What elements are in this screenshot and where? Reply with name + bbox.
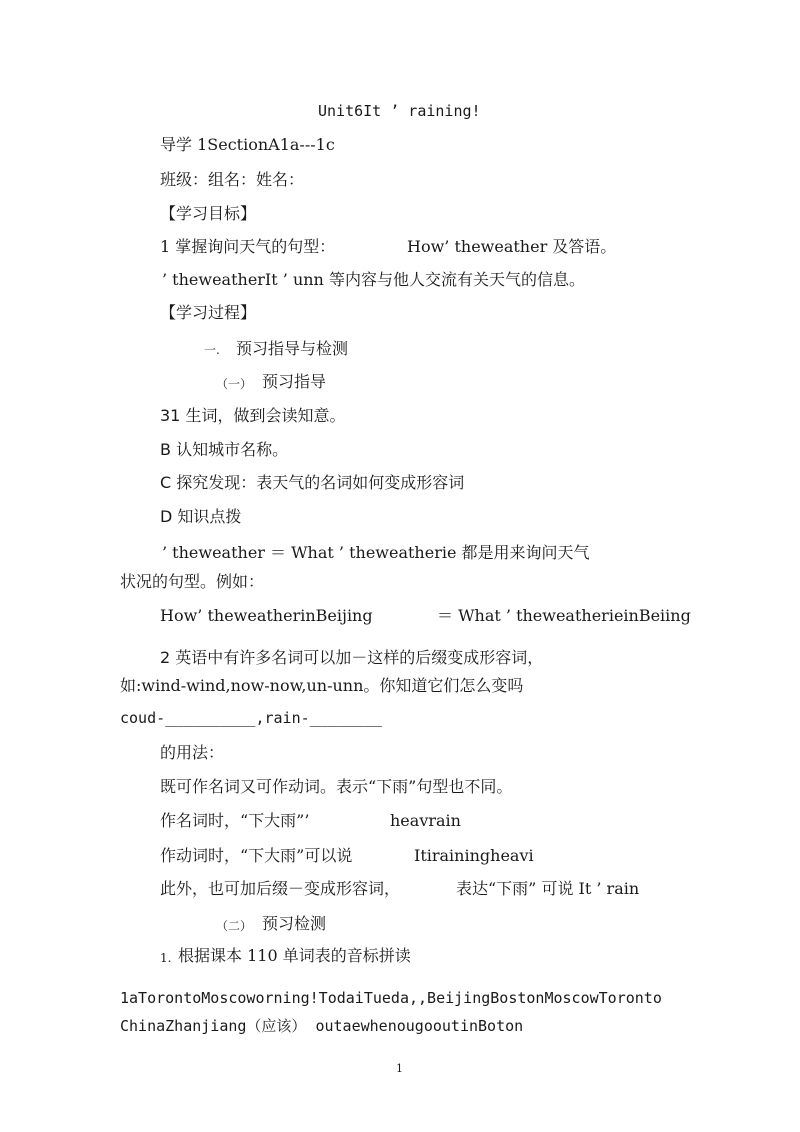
line-learning-goals-heading: 【学习目标】 — [160, 204, 257, 223]
line-example-left: How’ theweatherinBeijing — [160, 606, 373, 625]
line-noun-usage: 作名词时，“下大雨”’ — [160, 811, 310, 830]
line-usage: 的用法： — [160, 743, 225, 762]
exercise-one-instruction: 根据课本 110 单词表的音标拼读 — [178, 946, 411, 965]
subsection-two-number: （二） — [216, 919, 253, 933]
line-point-sentence: ’ theweather ＝ What ’ theweatherie 都是用来询问天气 — [162, 543, 590, 562]
line-adjective-usage-example: 表达“下雨” 可说 It ’ rain — [456, 879, 640, 898]
line-item-a: 31 生词，做到会读知意。 — [160, 406, 346, 425]
word-list-line-1: 1aTorontoMoscoworning!TodaiTueda,,BeijingBostonMoscowToronto — [120, 989, 662, 1007]
subsection-one-heading: 预习指导 — [262, 372, 327, 391]
exercise-one-number: 1. — [160, 951, 172, 965]
line-example-right: ＝ What ’ theweatherieinBeiing — [437, 606, 691, 625]
line-item-2: 2 英语中有许多名词可以加－这样的后缀变成形容词， — [160, 648, 544, 667]
fill-in-blank-line: coud-__________,rain-________ — [120, 709, 382, 727]
subsection-one-number: （一） — [216, 377, 253, 391]
line-class-group-name: 班级：组名：姓名： — [160, 170, 305, 189]
word-list-line-2: ChinaZhanjiang（应该） outaewhenougooutinBoton — [120, 1017, 524, 1035]
line-adjective-usage: 此外，也可加后缀－变成形容词， — [160, 879, 401, 898]
line-verb-usage-example: Itirainingheavi — [414, 846, 534, 865]
line-point-sentence-cont: 状况的句型。例如： — [120, 572, 265, 591]
section-one-heading: 预习指导与检测 — [236, 339, 349, 358]
line-item-c: C 探究发现：表天气的名词如何变成形容词 — [160, 473, 465, 492]
line-learning-process-heading: 【学习过程】 — [160, 303, 257, 322]
line-item-d: D 知识点拨 — [160, 507, 242, 526]
line-goal-2: ’ theweatherIt ’ unn 等内容与他人交流有关天气的信息。 — [162, 270, 585, 289]
line-goal-1-example: How’ theweather 及答语。 — [407, 237, 617, 256]
line-usage-both: 既可作名词又可作动词。表示“下雨”句型也不同。 — [160, 777, 513, 796]
line-goal-1: 1 掌握询问天气的句型： — [160, 237, 336, 256]
subsection-two-heading: 预习检测 — [262, 914, 327, 933]
page-number: 1 — [396, 1062, 403, 1075]
section-one-number: 一. — [204, 343, 220, 357]
line-verb-usage: 作动词时，“下大雨”可以说 — [160, 846, 353, 865]
line-guide-heading: 导学 1SectionA1a---1c — [160, 135, 335, 154]
line-item-b: B 认知城市名称。 — [160, 440, 289, 459]
doc-title: Unit6It ’ raining! — [318, 102, 481, 120]
line-noun-usage-example: heavrain — [390, 811, 461, 830]
line-item-2-cont: 如:wind-wind,now-now,un-unn。你知道它们怎么变吗 — [120, 676, 524, 695]
